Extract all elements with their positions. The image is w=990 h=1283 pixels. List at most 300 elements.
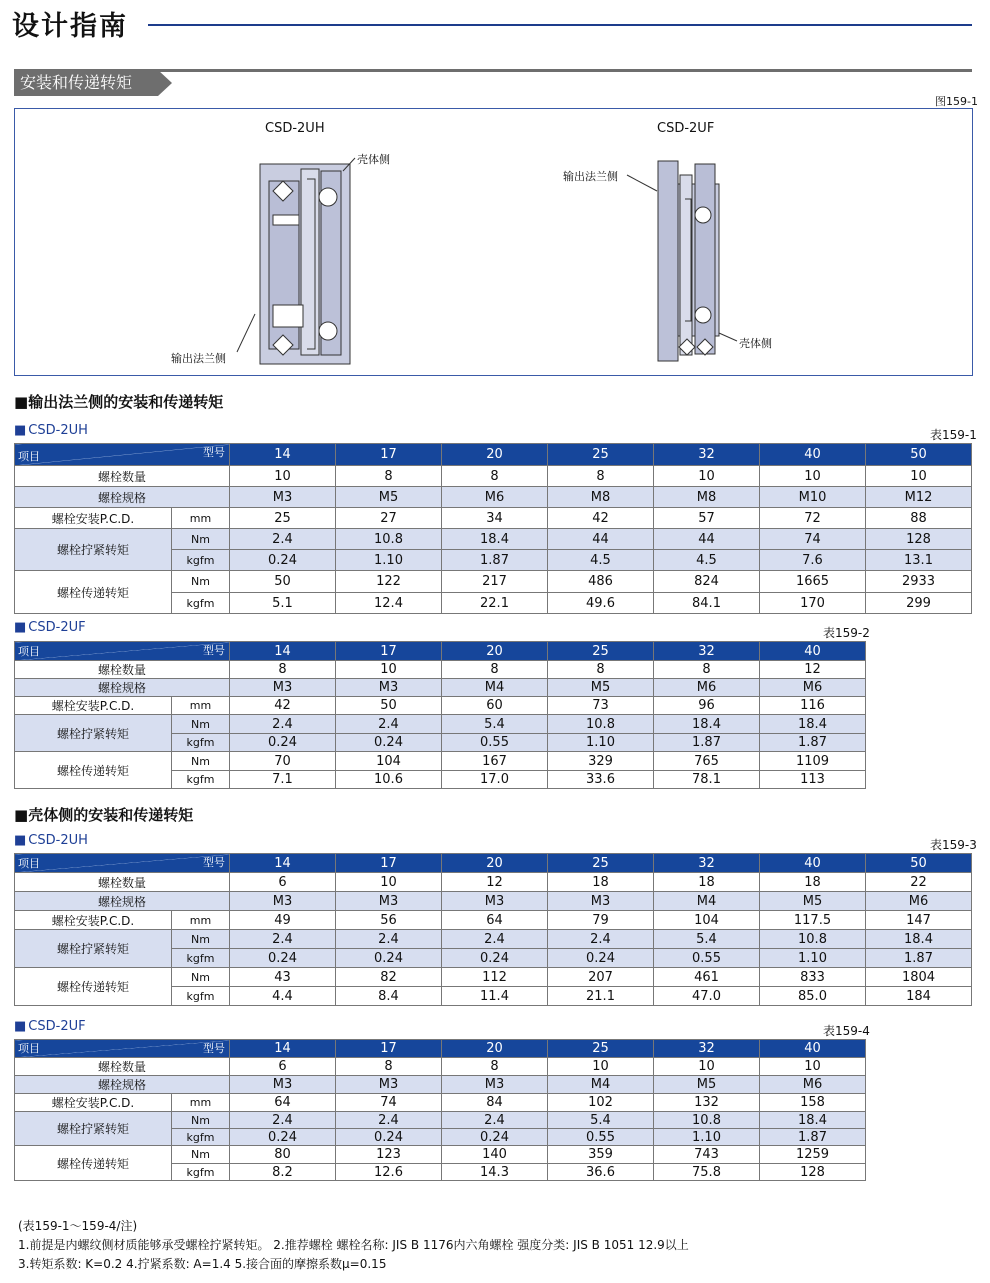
notes-heading: (表159-1～159-4/注)	[18, 1219, 138, 1233]
value-cell: 60	[442, 697, 548, 715]
unit-cell: kgfm	[172, 949, 230, 968]
unit-cell: kgfm	[172, 734, 230, 752]
value-cell: M3	[442, 1076, 548, 1094]
unit-cell: Nm	[172, 715, 230, 734]
unit-cell: kgfm	[172, 1164, 230, 1181]
value-cell: 128	[866, 529, 972, 550]
value-cell: 158	[760, 1094, 866, 1112]
size-header: 40	[760, 1040, 866, 1058]
row-label: 螺栓规格	[15, 1076, 230, 1094]
spec-table-1	[14, 443, 972, 614]
value-cell: 18	[654, 873, 760, 892]
value-cell: 14.3	[442, 1164, 548, 1181]
unit-cell: mm	[172, 911, 230, 930]
figure-model-left: CSD-2UH	[265, 121, 325, 136]
value-cell: 0.24	[230, 550, 336, 571]
value-cell: 117.5	[760, 911, 866, 930]
value-cell: 8	[336, 466, 442, 487]
unit-cell: kgfm	[172, 1129, 230, 1146]
cross-section-drawings	[15, 109, 972, 375]
figure-label: 图159-1	[935, 95, 978, 108]
table-row	[15, 1112, 866, 1129]
value-cell: 75.8	[654, 1164, 760, 1181]
size-header: 32	[654, 642, 760, 661]
value-cell: M8	[654, 487, 760, 508]
section-heading: 安装和传递转矩	[14, 70, 158, 96]
value-cell: 96	[654, 697, 760, 715]
heading-housing-side: ■壳体侧的安装和传递转矩	[14, 806, 194, 824]
table-2-number: 表159-2	[823, 626, 870, 640]
spec-table-3	[14, 853, 972, 1006]
value-cell: 5.4	[548, 1112, 654, 1129]
table-row	[15, 661, 866, 679]
value-cell: 167	[442, 752, 548, 771]
value-cell: 2.4	[230, 930, 336, 949]
value-cell: 18.4	[654, 715, 760, 734]
unit-cell: kgfm	[172, 593, 230, 614]
table-row	[15, 697, 866, 715]
value-cell: 10	[654, 1058, 760, 1076]
value-cell: 0.24	[230, 1129, 336, 1146]
value-cell: 10	[760, 1058, 866, 1076]
unit-cell: Nm	[172, 968, 230, 987]
value-cell: M4	[548, 1076, 654, 1094]
unit-cell: Nm	[172, 752, 230, 771]
size-header: 20	[442, 854, 548, 873]
value-cell: 2.4	[230, 529, 336, 550]
value-cell: 18.4	[760, 1112, 866, 1129]
item-label: 项目	[18, 450, 40, 463]
table-row	[15, 679, 866, 697]
value-cell: 2.4	[336, 715, 442, 734]
value-cell: 132	[654, 1094, 760, 1112]
table-row	[15, 1058, 866, 1076]
value-cell: 25	[230, 508, 336, 529]
value-cell: 12	[442, 873, 548, 892]
value-cell: 0.24	[548, 949, 654, 968]
unit-cell: kgfm	[172, 550, 230, 571]
value-cell: M3	[230, 487, 336, 508]
value-cell: M6	[760, 679, 866, 697]
size-header: 17	[336, 1040, 442, 1058]
value-cell: M4	[654, 892, 760, 911]
value-cell: 8	[442, 661, 548, 679]
value-cell: 765	[654, 752, 760, 771]
table-3-title: ■ CSD-2UH	[14, 833, 88, 848]
value-cell: 184	[866, 987, 972, 1006]
value-cell: M5	[336, 487, 442, 508]
figure-model-right: CSD-2UF	[657, 121, 715, 136]
size-header: 40	[760, 642, 866, 661]
value-cell: 74	[760, 529, 866, 550]
row-label: 螺栓拧紧转矩	[15, 529, 172, 571]
table-row	[15, 715, 866, 734]
size-header: 25	[548, 1040, 654, 1058]
table-row	[15, 911, 972, 930]
value-cell: 6	[230, 873, 336, 892]
value-cell: 10.6	[336, 771, 442, 789]
value-cell: 13.1	[866, 550, 972, 571]
value-cell: 1.87	[760, 734, 866, 752]
value-cell: 217	[442, 571, 548, 593]
value-cell: 104	[654, 911, 760, 930]
value-cell: 112	[442, 968, 548, 987]
value-cell: 12.6	[336, 1164, 442, 1181]
value-cell: 10.8	[548, 715, 654, 734]
value-cell: 824	[654, 571, 760, 593]
value-cell: 82	[336, 968, 442, 987]
size-header: 40	[760, 854, 866, 873]
value-cell: 104	[336, 752, 442, 771]
value-cell: 12.4	[336, 593, 442, 614]
table-corner-cell	[15, 854, 230, 873]
value-cell: 84	[442, 1094, 548, 1112]
size-header: 14	[230, 1040, 336, 1058]
row-label: 螺栓拧紧转矩	[15, 930, 172, 968]
row-label: 螺栓拧紧转矩	[15, 1112, 172, 1146]
csd-2uh-drawing	[260, 164, 350, 364]
value-cell: 0.55	[442, 734, 548, 752]
table-3-number: 表159-3	[930, 838, 977, 852]
row-label: 螺栓安装P.C.D.	[15, 1094, 172, 1112]
value-cell: 1804	[866, 968, 972, 987]
table-row	[15, 1076, 866, 1094]
value-cell: 123	[336, 1146, 442, 1164]
callout-left-flange: 输出法兰侧	[171, 352, 226, 365]
row-label: 螺栓传递转矩	[15, 752, 172, 789]
size-header: 32	[654, 854, 760, 873]
value-cell: 10	[230, 466, 336, 487]
value-cell: 18	[760, 873, 866, 892]
value-cell: 78.1	[654, 771, 760, 789]
row-label: 螺栓传递转矩	[15, 1146, 172, 1181]
value-cell: 5.1	[230, 593, 336, 614]
value-cell: 113	[760, 771, 866, 789]
value-cell: M6	[866, 892, 972, 911]
value-cell: 5.4	[442, 715, 548, 734]
row-label: 螺栓传递转矩	[15, 968, 172, 1006]
value-cell: 2.4	[548, 930, 654, 949]
value-cell: M3	[230, 1076, 336, 1094]
value-cell: 47.0	[654, 987, 760, 1006]
value-cell: 10.8	[336, 529, 442, 550]
row-label: 螺栓数量	[15, 873, 230, 892]
row-label: 螺栓安装P.C.D.	[15, 697, 172, 715]
value-cell: 299	[866, 593, 972, 614]
value-cell: 0.24	[442, 949, 548, 968]
size-header: 40	[760, 444, 866, 466]
value-cell: 10.8	[760, 930, 866, 949]
value-cell: 5.4	[654, 930, 760, 949]
unit-cell: mm	[172, 508, 230, 529]
value-cell: M5	[654, 1076, 760, 1094]
value-cell: 147	[866, 911, 972, 930]
notes	[18, 1217, 689, 1274]
value-cell: 8	[548, 661, 654, 679]
table-row	[15, 968, 972, 987]
value-cell: 10	[866, 466, 972, 487]
value-cell: 18	[548, 873, 654, 892]
spec-table-2	[14, 641, 866, 789]
value-cell: 0.24	[230, 734, 336, 752]
unit-cell: Nm	[172, 529, 230, 550]
row-label: 螺栓拧紧转矩	[15, 715, 172, 752]
unit-cell: kgfm	[172, 771, 230, 789]
value-cell: 88	[866, 508, 972, 529]
size-header: 25	[548, 642, 654, 661]
value-cell: 2.4	[442, 1112, 548, 1129]
unit-cell: Nm	[172, 571, 230, 593]
size-header: 20	[442, 1040, 548, 1058]
value-cell: M5	[548, 679, 654, 697]
value-cell: 8	[548, 466, 654, 487]
value-cell: 18.4	[442, 529, 548, 550]
csd-2uf-drawing	[658, 161, 719, 361]
table-corner-cell	[15, 1040, 230, 1058]
value-cell: 8.4	[336, 987, 442, 1006]
table-row	[15, 487, 972, 508]
value-cell: 8	[442, 1058, 548, 1076]
size-header: 32	[654, 1040, 760, 1058]
value-cell: 10	[760, 466, 866, 487]
value-cell: 42	[548, 508, 654, 529]
value-cell: 1.10	[760, 949, 866, 968]
value-cell: 743	[654, 1146, 760, 1164]
value-cell: 359	[548, 1146, 654, 1164]
value-cell: 4.5	[654, 550, 760, 571]
row-label: 螺栓规格	[15, 892, 230, 911]
value-cell: 34	[442, 508, 548, 529]
row-label: 螺栓规格	[15, 487, 230, 508]
value-cell: 11.4	[442, 987, 548, 1006]
value-cell: 1259	[760, 1146, 866, 1164]
value-cell: 10	[548, 1058, 654, 1076]
table-row	[15, 508, 972, 529]
size-header: 20	[442, 444, 548, 466]
value-cell: 79	[548, 911, 654, 930]
value-cell: 140	[442, 1146, 548, 1164]
value-cell: 8	[230, 661, 336, 679]
callout-right-flange: 输出法兰侧	[563, 170, 618, 183]
row-label: 螺栓数量	[15, 661, 230, 679]
unit-cell: Nm	[172, 930, 230, 949]
value-cell: 2.4	[442, 930, 548, 949]
table-row	[15, 892, 972, 911]
value-cell: M6	[760, 1076, 866, 1094]
value-cell: 122	[336, 571, 442, 593]
value-cell: M3	[336, 679, 442, 697]
value-cell: 10.8	[654, 1112, 760, 1129]
value-cell: M5	[760, 892, 866, 911]
value-cell: M3	[336, 1076, 442, 1094]
row-label: 螺栓安装P.C.D.	[15, 508, 172, 529]
table-row	[15, 930, 972, 949]
size-header: 50	[866, 444, 972, 466]
table-row	[15, 1146, 866, 1164]
row-label: 螺栓安装P.C.D.	[15, 911, 172, 930]
size-header: 50	[866, 854, 972, 873]
value-cell: 1.87	[442, 550, 548, 571]
table-header-row	[15, 854, 972, 873]
unit-cell: Nm	[172, 1146, 230, 1164]
unit-cell: Nm	[172, 1112, 230, 1129]
notes-line-2: 3.转矩系数: K=0.2 4.拧紧系数: A=1.4 5.接合面的摩擦系数μ=0.15	[18, 1257, 387, 1271]
size-header: 25	[548, 444, 654, 466]
row-label: 螺栓数量	[15, 466, 230, 487]
item-label: 项目	[18, 857, 40, 870]
value-cell: 1.10	[548, 734, 654, 752]
value-cell: M10	[760, 487, 866, 508]
heading-housing-side-text: 壳体侧的安装和传递转矩	[28, 806, 194, 824]
value-cell: 49	[230, 911, 336, 930]
model-label: 型号	[203, 644, 225, 657]
table-row	[15, 873, 972, 892]
value-cell: 70	[230, 752, 336, 771]
value-cell: 27	[336, 508, 442, 529]
value-cell: 22	[866, 873, 972, 892]
value-cell: 2933	[866, 571, 972, 593]
value-cell: 50	[230, 571, 336, 593]
table-row	[15, 752, 866, 771]
value-cell: 1.10	[336, 550, 442, 571]
notes-line-1: 1.前提是内螺纹侧材质能够承受螺栓拧紧转矩。 2.推荐螺栓 螺栓名称: JIS B 1176内六角螺栓 强度分类: JIS B 1051 12.9以上	[18, 1238, 689, 1252]
value-cell: 128	[760, 1164, 866, 1181]
value-cell: 49.6	[548, 593, 654, 614]
table-1-title: ■ CSD-2UH	[14, 423, 88, 438]
value-cell: 85.0	[760, 987, 866, 1006]
table-row	[15, 529, 972, 550]
value-cell: 8	[336, 1058, 442, 1076]
unit-cell: mm	[172, 697, 230, 715]
value-cell: 8.2	[230, 1164, 336, 1181]
size-header: 14	[230, 642, 336, 661]
title-rule	[148, 24, 972, 26]
row-label: 螺栓数量	[15, 1058, 230, 1076]
value-cell: M6	[654, 679, 760, 697]
value-cell: 461	[654, 968, 760, 987]
value-cell: 0.24	[230, 949, 336, 968]
value-cell: 0.24	[336, 734, 442, 752]
value-cell: 36.6	[548, 1164, 654, 1181]
value-cell: 73	[548, 697, 654, 715]
value-cell: 6	[230, 1058, 336, 1076]
table-header-row	[15, 1040, 866, 1058]
value-cell: 42	[230, 697, 336, 715]
value-cell: 1.10	[654, 1129, 760, 1146]
value-cell: 74	[336, 1094, 442, 1112]
value-cell: M3	[336, 892, 442, 911]
unit-cell: mm	[172, 1094, 230, 1112]
page-title: 设计指南	[12, 11, 128, 42]
table-corner-cell	[15, 642, 230, 661]
value-cell: 57	[654, 508, 760, 529]
value-cell: M3	[230, 679, 336, 697]
value-cell: 12	[760, 661, 866, 679]
size-header: 14	[230, 444, 336, 466]
table-corner-cell	[15, 444, 230, 466]
value-cell: 7.6	[760, 550, 866, 571]
table-header-row	[15, 642, 866, 661]
table-header-row	[15, 444, 972, 466]
callout-right-housing: 壳体侧	[739, 337, 772, 350]
value-cell: 2.4	[230, 1112, 336, 1129]
table-row	[15, 466, 972, 487]
value-cell: 1.87	[654, 734, 760, 752]
value-cell: 0.24	[336, 1129, 442, 1146]
value-cell: M3	[442, 892, 548, 911]
size-header: 20	[442, 642, 548, 661]
size-header: 14	[230, 854, 336, 873]
value-cell: 22.1	[442, 593, 548, 614]
value-cell: M6	[442, 487, 548, 508]
size-header: 17	[336, 444, 442, 466]
value-cell: 2.4	[336, 1112, 442, 1129]
value-cell: 1109	[760, 752, 866, 771]
size-header: 17	[336, 854, 442, 873]
value-cell: 8	[442, 466, 548, 487]
value-cell: M4	[442, 679, 548, 697]
table-1-number: 表159-1	[930, 428, 977, 442]
unit-cell: kgfm	[172, 987, 230, 1006]
value-cell: 1665	[760, 571, 866, 593]
item-label: 项目	[18, 645, 40, 658]
callout-left-housing: 壳体侧	[357, 153, 390, 166]
table-4-number: 表159-4	[823, 1024, 870, 1038]
table-row	[15, 1094, 866, 1112]
value-cell: 8	[654, 661, 760, 679]
value-cell: 80	[230, 1146, 336, 1164]
value-cell: 207	[548, 968, 654, 987]
size-header: 32	[654, 444, 760, 466]
value-cell: M12	[866, 487, 972, 508]
value-cell: 0.55	[654, 949, 760, 968]
value-cell: 0.55	[548, 1129, 654, 1146]
value-cell: 50	[336, 697, 442, 715]
value-cell: 56	[336, 911, 442, 930]
value-cell: 1.87	[760, 1129, 866, 1146]
value-cell: M8	[548, 487, 654, 508]
value-cell: 44	[548, 529, 654, 550]
value-cell: M3	[230, 892, 336, 911]
value-cell: 2.4	[336, 930, 442, 949]
value-cell: 102	[548, 1094, 654, 1112]
value-cell: 72	[760, 508, 866, 529]
model-label: 型号	[203, 446, 225, 459]
table-2-title: ■ CSD-2UF	[14, 620, 86, 635]
value-cell: 17.0	[442, 771, 548, 789]
value-cell: 44	[654, 529, 760, 550]
value-cell: 64	[442, 911, 548, 930]
value-cell: 116	[760, 697, 866, 715]
item-label: 项目	[18, 1042, 40, 1055]
value-cell: 10	[654, 466, 760, 487]
value-cell: 1.87	[866, 949, 972, 968]
spec-table-4	[14, 1039, 866, 1181]
value-cell: 33.6	[548, 771, 654, 789]
value-cell: 18.4	[760, 715, 866, 734]
value-cell: 329	[548, 752, 654, 771]
heading-output-side: ■输出法兰侧的安装和传递转矩	[14, 393, 224, 411]
row-label: 螺栓传递转矩	[15, 571, 172, 614]
value-cell: 486	[548, 571, 654, 593]
value-cell: 10	[336, 661, 442, 679]
value-cell: 10	[336, 873, 442, 892]
model-label: 型号	[203, 1042, 225, 1055]
value-cell: 0.24	[442, 1129, 548, 1146]
row-label: 螺栓规格	[15, 679, 230, 697]
table-row	[15, 571, 972, 593]
figure-box	[14, 108, 973, 376]
